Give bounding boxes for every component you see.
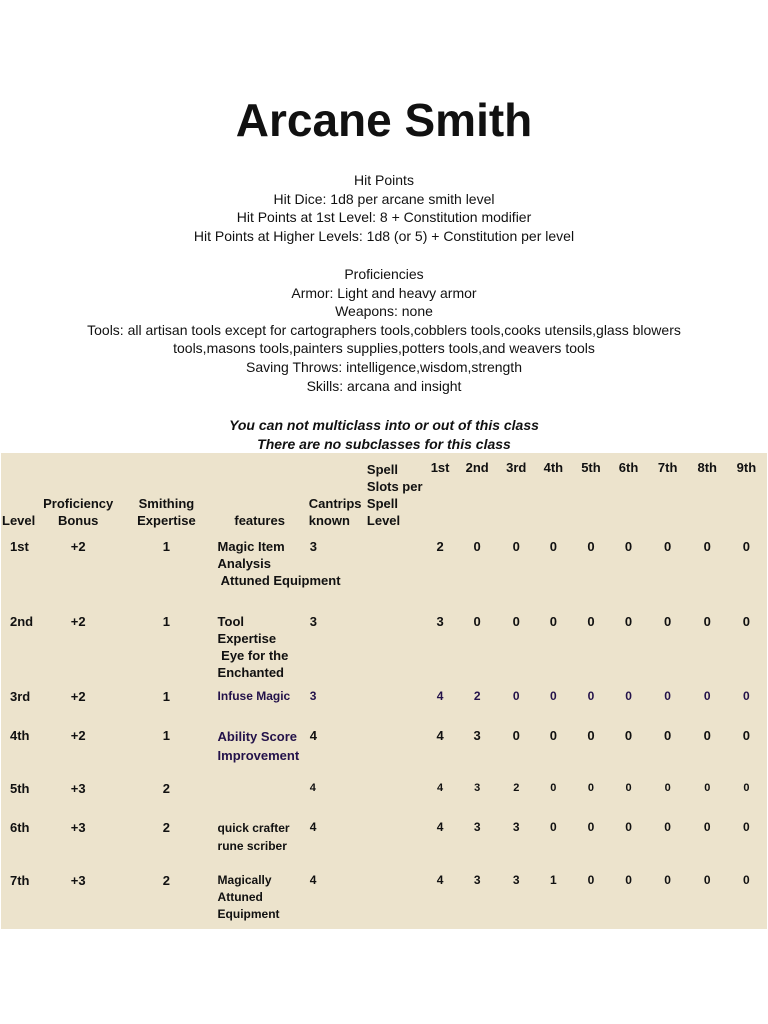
cell-slot: 1 (550, 873, 557, 887)
cell-slot: 0 (587, 614, 595, 629)
cell-slot: 0 (664, 728, 672, 743)
skills-line: Skills: arcana and insight (306, 377, 462, 394)
cell-slot: 0 (512, 728, 520, 743)
proficiencies-section (0, 265, 768, 395)
cell-slot: 0 (742, 539, 751, 554)
cell-slot: 2 (473, 689, 481, 703)
table-row (1, 773, 767, 812)
cell-smithing-expertise: 1 (162, 539, 171, 554)
cell-spell-spacer (365, 773, 423, 812)
header-slot-8th: 8th (697, 460, 717, 475)
cell-proficiency-bonus: +3 (70, 820, 86, 835)
header-slot-2nd: 2nd (465, 460, 489, 475)
cell-slot: 0 (587, 728, 595, 743)
header-spell-slots: Spell Slots per Spell Level (366, 462, 423, 528)
class-progression-table (1, 453, 767, 928)
cell-slot: 3 (512, 873, 520, 887)
header-slot-4th: 4th (543, 460, 564, 475)
cell-proficiency-bonus: +2 (70, 614, 86, 629)
cell-slot: 0 (743, 782, 750, 794)
header-slot-6th: 6th (618, 460, 639, 475)
header-level: Level (2, 513, 36, 528)
cell-smithing-expertise: 2 (162, 873, 171, 888)
cell-slot: 0 (664, 782, 671, 794)
cell-slot: 0 (549, 614, 557, 629)
armor-line: Armor: Light and heavy armor (291, 284, 477, 301)
cell-slot: 0 (704, 782, 711, 794)
cell-slot: 3 (473, 873, 481, 887)
cell-spell-spacer (365, 865, 423, 928)
table-row (1, 681, 767, 720)
cell-slot: 0 (512, 539, 520, 554)
tools-line: Tools: all artisan tools except for cartographers tools,cobblers tools,cooks utensils,glass blowers tools,masons tools,painters supplies,potters tools,and weavers tools (87, 321, 681, 357)
cell-cantrips: 4 (309, 820, 317, 834)
table-row (1, 531, 767, 606)
cell-slot: 3 (474, 782, 481, 794)
cell-slot: 0 (550, 820, 557, 834)
hit-dice-line: Hit Dice: 1d8 per arcane smith level (273, 190, 495, 207)
cell-slot: 0 (624, 728, 633, 743)
cell-slot: 0 (664, 820, 671, 834)
cell-smithing-expertise: 2 (162, 820, 171, 835)
table-row (1, 812, 767, 865)
hit-points-heading: Hit Points (354, 172, 414, 188)
cell-level: 7th (10, 873, 30, 888)
cell-slot: 0 (664, 689, 671, 703)
cell-slot: 0 (703, 539, 711, 554)
hp-higher-levels-line: Hit Points at Higher Levels: 1d8 (or 5) + Constitution per level (193, 227, 575, 244)
multiclass-note: You can not multiclass into or out of this class (229, 417, 539, 433)
cell-spell-spacer (365, 681, 423, 720)
cell-slot: 0 (743, 873, 750, 887)
cell-level: 1st (10, 539, 29, 554)
cell-cantrips: 4 (309, 728, 317, 743)
header-slot-7th: 7th (657, 460, 678, 475)
proficiencies-heading: Proficiencies (344, 266, 424, 282)
cell-features (214, 812, 306, 865)
cell-slot: 3 (473, 820, 481, 834)
cell-slot: 4 (437, 782, 444, 794)
header-slot-9th: 9th (736, 460, 757, 475)
cell-features (214, 531, 341, 606)
header-features: features (234, 513, 285, 528)
table-row (1, 720, 767, 773)
cell-spell-spacer (365, 812, 423, 865)
cell-slot: 0 (587, 689, 595, 703)
cell-level: 2nd (10, 614, 34, 629)
cell-spell-spacer (365, 720, 423, 773)
cell-slot: 0 (587, 820, 595, 834)
cell-cantrips: 4 (309, 873, 317, 887)
feature-text: Magically Attuned Equipment (217, 873, 280, 921)
cell-slot: 0 (703, 873, 711, 887)
feature-text: Tool Expertise (217, 614, 277, 646)
cell-slot: 0 (625, 820, 632, 834)
class-notes (0, 416, 768, 453)
feature-text: Ability Score Improvement (217, 729, 300, 763)
cell-slot: 0 (550, 689, 557, 703)
cell-cantrips: 3 (309, 539, 317, 554)
table-row (1, 606, 767, 681)
cell-slot: 0 (587, 782, 595, 794)
cell-level: 3rd (10, 689, 31, 704)
cell-slot: 2 (436, 539, 444, 554)
cell-slot: 3 (436, 614, 444, 629)
cell-cantrips: 3 (309, 689, 317, 703)
cell-slot: 0 (625, 689, 632, 703)
cell-features (214, 606, 306, 681)
cell-smithing-expertise: 1 (162, 728, 171, 743)
cell-slot: 0 (742, 614, 751, 629)
cell-slot: 0 (742, 728, 751, 743)
header-smithing-expertise: Smithing Expertise (137, 496, 196, 528)
header-slot-1st: 1st (430, 460, 450, 475)
cell-slot: 0 (743, 820, 750, 834)
cell-slot: 4 (436, 728, 444, 743)
feature-text: Magic Item Analysis (217, 539, 285, 571)
cell-slot: 0 (703, 689, 711, 703)
cell-smithing-expertise: 1 (162, 614, 171, 629)
table-header-row (1, 453, 767, 531)
cell-slot: 0 (587, 539, 595, 554)
table-row (1, 865, 767, 928)
feature-text: rune scriber (217, 839, 287, 853)
cell-spell-spacer (365, 606, 423, 681)
cell-slot: 0 (625, 873, 632, 887)
weapons-line: Weapons: none (335, 303, 433, 320)
cell-smithing-expertise: 2 (162, 781, 171, 796)
cell-slot: 0 (703, 820, 711, 834)
cell-features (214, 773, 306, 812)
cell-cantrips: 3 (309, 614, 317, 629)
cell-proficiency-bonus: +3 (70, 873, 86, 888)
cell-level: 6th (10, 820, 30, 835)
cell-slot: 3 (512, 820, 520, 834)
header-cantrips-known: Cantrips known (308, 496, 362, 528)
cell-features (214, 681, 306, 720)
cell-slot: 0 (473, 614, 481, 629)
hp-first-level-line: Hit Points at 1st Level: 8 + Constitution modifier (236, 209, 532, 226)
cell-slot: 0 (664, 614, 672, 629)
class-table-container (1, 453, 767, 929)
feature-text: quick crafter (217, 821, 290, 835)
cell-features (214, 720, 306, 773)
cell-cantrips: 4 (309, 782, 316, 794)
cell-slot: 0 (664, 873, 671, 887)
header-slot-5th: 5th (581, 460, 601, 475)
cell-slot: 3 (473, 728, 481, 743)
cell-proficiency-bonus: +3 (70, 781, 86, 796)
cell-slot: 0 (550, 782, 557, 794)
cell-slot: 0 (624, 539, 633, 554)
cell-slot: 4 (436, 820, 444, 834)
cell-slot: 0 (703, 614, 711, 629)
saving-throws-line: Saving Throws: intelligence,wisdom,strength (246, 358, 522, 375)
cell-slot: 0 (549, 539, 557, 554)
cell-level: 4th (10, 728, 30, 743)
cell-proficiency-bonus: +2 (70, 689, 86, 704)
cell-level: 5th (10, 781, 30, 796)
header-slot-3rd: 3rd (506, 460, 527, 475)
header-proficiency-bonus: Proficiency Bonus (43, 496, 114, 528)
cell-proficiency-bonus: +2 (70, 728, 86, 743)
cell-features (214, 865, 306, 928)
subclass-note: There are no subclasses for this class (257, 435, 511, 452)
cell-slot: 4 (436, 689, 444, 703)
cell-slot: 0 (473, 539, 481, 554)
cell-slot: 0 (664, 539, 672, 554)
cell-slot: 2 (513, 782, 520, 794)
cell-slot: 0 (625, 782, 632, 794)
cell-spell-spacer (365, 531, 423, 606)
feature-text: Eye for the Enchanted (217, 648, 292, 680)
cell-slot: 0 (587, 873, 595, 887)
feature-text: Attuned Equipment (217, 573, 341, 588)
cell-slot: 0 (512, 689, 520, 703)
cell-slot: 0 (624, 614, 633, 629)
hit-points-section (0, 171, 768, 245)
feature-text: Infuse Magic (217, 689, 291, 703)
cell-slot: 0 (512, 614, 520, 629)
cell-slot: 4 (436, 873, 444, 887)
cell-slot: 0 (743, 689, 750, 703)
cell-proficiency-bonus: +2 (70, 539, 86, 554)
cell-slot: 0 (549, 728, 557, 743)
page-title: Arcane Smith (235, 94, 533, 146)
cell-slot: 0 (703, 728, 711, 743)
cell-smithing-expertise: 1 (162, 689, 171, 704)
